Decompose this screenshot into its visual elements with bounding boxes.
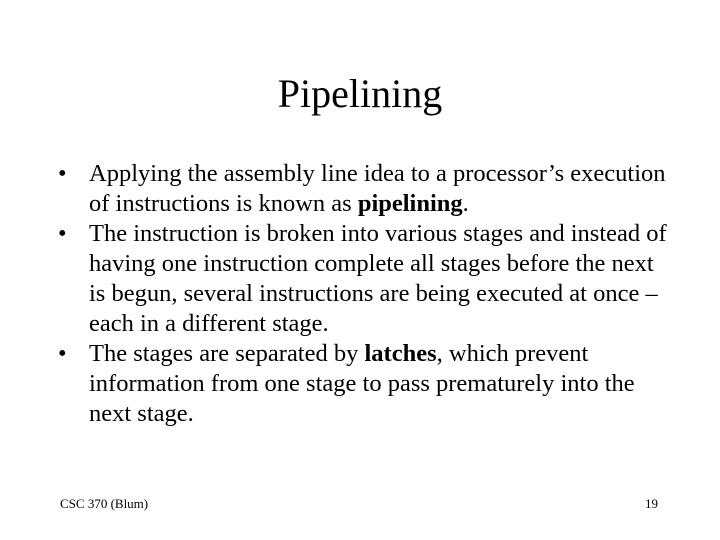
page-number: 19 bbox=[645, 496, 658, 511]
bullet-emphasis: pipelining bbox=[357, 190, 463, 217]
bullet-dot-icon: • bbox=[58, 220, 67, 247]
slide-title: Pipelining bbox=[277, 71, 443, 116]
bullet-text: The instruction is broken into various stages and instead of having one instruction complete all stages before the next is begun, several instructions are being executed at once – each in a different stage. bbox=[89, 220, 667, 337]
bullet-list bbox=[58, 159, 668, 429]
bullet-item bbox=[58, 159, 668, 219]
bullet-item bbox=[58, 219, 668, 339]
bullet-emphasis: latches bbox=[364, 340, 437, 367]
footer-course-label: CSC 370 (Blum) bbox=[60, 496, 149, 511]
bullet-dot-icon: • bbox=[58, 340, 67, 367]
bullet-text: Applying the assembly line idea to a processor’s execution of instructions is known as bbox=[89, 160, 666, 217]
bullet-dot-icon: • bbox=[58, 160, 67, 187]
bullet-item bbox=[58, 339, 668, 429]
bullet-text-end: . bbox=[462, 190, 469, 217]
bullet-text-end: , which prevent information from one stage to pass prematurely into the next stage. bbox=[89, 340, 635, 427]
bullet-text: The stages are separated by bbox=[89, 340, 365, 367]
